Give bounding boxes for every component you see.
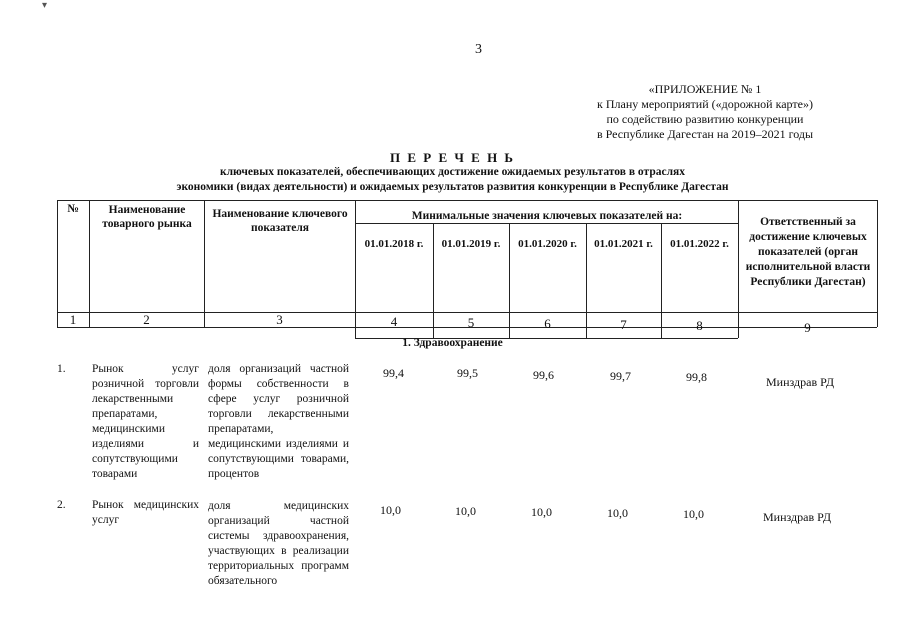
row-1-indicator: доля организаций частной формы собственности в сфере услуг розничной торговли лекарственными препаратами, медицинскими изделиями и сопутствующими товарами, процентов	[208, 363, 349, 480]
header-date-2020: 01.01.2020 г.	[518, 238, 577, 250]
appendix-line-3: по содействию развитию конкуренции	[606, 112, 804, 126]
column-number: 5	[467, 315, 475, 330]
column-number: 6	[544, 316, 551, 331]
appendix-line-1: «ПРИЛОЖЕНИЕ № 1	[648, 82, 762, 96]
column-number: 9	[804, 320, 811, 335]
row-2-value-2019: 10,0	[455, 504, 476, 518]
row-2-value-2020: 10,0	[531, 505, 552, 519]
header-date-2018: 01.01.2018 г.	[364, 238, 424, 250]
column-number: 1	[69, 312, 77, 327]
row-1-value-2021: 99,7	[610, 369, 631, 383]
row-1-market: Рынок услуг розничной торговли лекарственными препаратами, медицинскими изделиями и сопутствующими товарами	[92, 363, 199, 480]
row-2-responsible: Минздрав РД	[763, 510, 832, 524]
column-number: 8	[696, 318, 703, 333]
row-1-responsible: Минздрав РД	[766, 375, 835, 389]
header-min-values: Минимальные значения ключевых показателей на:	[411, 210, 683, 222]
page-number: 3	[475, 42, 482, 57]
header-date-2021: 01.01.2021 г.	[594, 238, 653, 250]
scan-mark: ▾	[42, 0, 48, 11]
row-1-value-2019: 99,5	[457, 366, 478, 380]
header-market: Наименование товарного рынка	[102, 204, 192, 230]
appendix-line-4: в Республике Дагестан на 2019–2021 годы	[596, 127, 814, 141]
row-1-value-2022: 99,8	[686, 370, 707, 384]
column-number: 7	[620, 317, 627, 332]
row-1-number: 1.	[57, 363, 66, 375]
column-number: 3	[276, 312, 283, 327]
header-date-2019: 01.01.2019 г.	[441, 238, 501, 250]
column-number: 4	[390, 314, 398, 329]
row-1-value-2020: 99,6	[533, 368, 554, 382]
appendix-line-2: к Плану мероприятий («дорожной карте»)	[597, 97, 813, 111]
column-number: 2	[143, 312, 150, 327]
document-title: П Е Р Е Ч Е Н Ь	[389, 150, 516, 165]
row-2-market: Рынок медицинских услуг	[92, 499, 199, 526]
appendix-header	[575, 82, 835, 142]
document-subtitle-line-2: экономики (видах деятельности) и ожидаемых результатов развития конкуренции в Республике Дагестан	[176, 181, 729, 193]
header-indicator: Наименование ключевого показателя	[212, 208, 348, 234]
header-responsible: Ответственный за достижение ключевых показателей (орган исполнительной власти Республики Дагестан)	[745, 216, 871, 288]
document-subtitle-line-1: ключевых показателей, обеспечивающих достижение ожидаемых результатов в отраслях	[219, 166, 685, 178]
row-1-value-2018: 99,4	[383, 366, 404, 380]
header-date-2022: 01.01.2022 г.	[670, 238, 729, 250]
section-title: 1. Здравоохранение	[402, 337, 503, 349]
row-2-value-2018: 10,0	[380, 503, 401, 517]
row-2-value-2022: 10,0	[683, 507, 704, 521]
row-2-value-2021: 10,0	[607, 506, 628, 520]
row-2-indicator: доля медицинских организаций частной системы здравоохранения, участвующих в реализации территориальных программ обязательного	[208, 500, 349, 587]
row-2-number: 2.	[57, 499, 66, 511]
header-no: №	[67, 203, 79, 215]
